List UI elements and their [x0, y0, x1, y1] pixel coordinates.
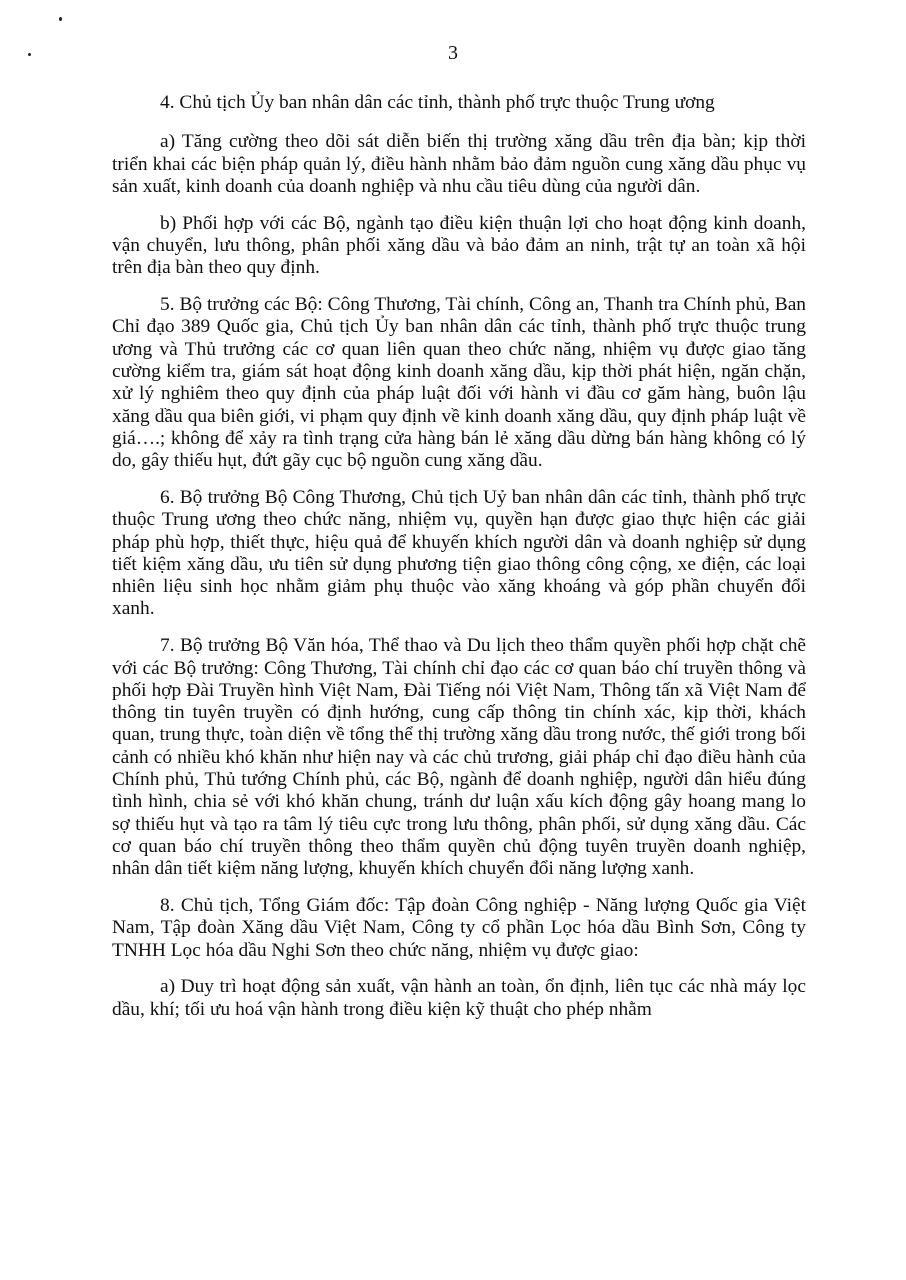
section-4b-paragraph: b) Phối hợp với các Bộ, ngành tạo điều kiện thuận lợi cho hoạt động kinh doanh, vận chuyển, lưu thông, phân phối xăng dầu và bảo đảm an ninh, trật tự an toàn xã hội trên địa bàn theo quy định.: [112, 212, 806, 279]
document-body: [112, 92, 806, 1035]
section-8a-paragraph: a) Duy trì hoạt động sản xuất, vận hành an toàn, ổn định, liên tục các nhà máy lọc dầu, khí; tối ưu hoá vận hành trong điều kiện kỹ thuật cho phép nhằm: [112, 976, 806, 1020]
section-4-heading: 4. Chủ tịch Ủy ban nhân dân các tỉnh, thành phố trực thuộc Trung ương: [160, 92, 715, 113]
section-4a-paragraph: a) Tăng cường theo dõi sát diễn biến thị trường xăng dầu trên địa bàn; kịp thời triển khai các biện pháp quản lý, điều hành nhằm bảo đảm nguồn cung xăng dầu phục vụ sản xuất, kinh doanh của doanh nghiệp và nhu cầu tiêu dùng của người dân.: [112, 131, 806, 197]
page-number: 3: [448, 42, 458, 64]
section-8-paragraph: 8. Chủ tịch, Tổng Giám đốc: Tập đoàn Công nghiệp - Năng lượng Quốc gia Việt Nam, Tập đoàn Xăng dầu Việt Nam, Công ty cổ phần Lọc hóa dầu Bình Sơn, Công ty TNHH Lọc hóa dầu Nghi Sơn theo chức năng, nhiệm vụ được giao:: [112, 895, 806, 961]
section-6-paragraph: 6. Bộ trưởng Bộ Công Thương, Chủ tịch Uỷ ban nhân dân các tỉnh, thành phố trực thuộc Trung ương theo chức năng, nhiệm vụ, quyền hạn được giao thực hiện các giải pháp phù hợp, thiết thực, hiệu quả để khuyến khích người dân và doanh nghiệp sử dụng tiết kiệm xăng dầu, ưu tiên sử dụng phương tiện giao thông công cộng, xe điện, các loại nhiên liệu sinh học nhằm giảm phụ thuộc vào xăng khoáng và góp phần chuyển đổi xanh.: [112, 486, 806, 620]
section-5-paragraph: 5. Bộ trưởng các Bộ: Công Thương, Tài chính, Công an, Thanh tra Chính phủ, Ban Chỉ đạo 389 Quốc gia, Chủ tịch Ủy ban nhân dân các tỉnh, thành phố trực thuộc trung ương và Thủ trưởng các cơ quan liên quan theo chức năng, nhiệm vụ được giao tăng cường kiểm tra, giám sát hoạt động kinh doanh xăng dầu, kịp thời phát hiện, ngăn chặn, xử lý nghiêm theo quy định của pháp luật đối với hành vi đầu cơ găm hàng, buôn lậu xăng dầu qua biên giới, vi phạm quy định về kinh doanh xăng dầu, quy định pháp luật về giá….; không để xảy ra tình trạng cửa hàng bán lẻ xăng dầu dừng bán hàng không có lý do, gây thiếu hụt, đứt gãy cục bộ nguồn cung xăng dầu.: [112, 294, 806, 472]
scan-speck: [59, 17, 62, 21]
section-7-paragraph: 7. Bộ trưởng Bộ Văn hóa, Thể thao và Du lịch theo thẩm quyền phối hợp chặt chẽ với các Bộ trưởng: Công Thương, Tài chính chỉ đạo các cơ quan báo chí truyền thông và phối hợp Đài Truyền hình Việt Nam, Đài Tiếng nói Việt Nam, Thông tấn xã Việt Nam để thông tin tuyên truyền có định hướng, cung cấp thông tin chính xác, kịp thời, khách quan, trung thực, toàn diện về tổng thể thị trường xăng dầu trong nước, thế giới trong bối cảnh có nhiều khó khăn như hiện nay và các chủ trương, giải pháp chỉ đạo điều hành của Chính phủ, Thủ tướng Chính phủ, các Bộ, ngành để doanh nghiệp, người dân hiểu đúng tình hình, chia sẻ với khó khăn chung, tránh dư luận xấu kích động gây hoang mang lo sợ thiếu hụt và tạo ra tâm lý tiêu cực trong lưu thông, phân phối, sử dụng xăng dầu. Các cơ quan báo chí truyền thông theo thẩm quyền chủ động tuyên truyền doanh nghiệp, nhân dân tiết kiệm năng lượng, khuyến khích chuyển đổi năng lượng xanh.: [112, 635, 806, 880]
